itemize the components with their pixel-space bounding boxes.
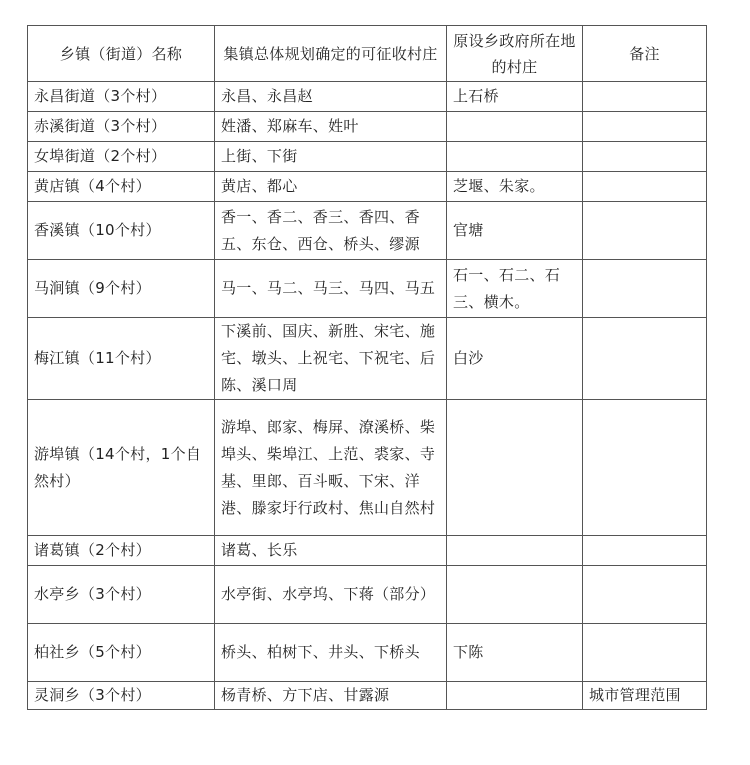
township-cell: 赤溪街道（3个村） — [28, 112, 215, 142]
table-row — [28, 624, 707, 682]
former-seat-cell: 上石桥 — [447, 82, 583, 112]
villages-cell: 香一、香二、香三、香四、香五、东仓、西仓、桥头、缪源 — [215, 202, 447, 260]
former-seat-cell — [447, 566, 583, 624]
header-former-seat: 原设乡政府所在地的村庄 — [447, 26, 583, 82]
villages-cell: 上街、下街 — [215, 142, 447, 172]
villages-cell: 诸葛、长乐 — [215, 536, 447, 566]
township-cell: 水亭乡（3个村） — [28, 566, 215, 624]
remarks-cell: 城市管理范围 — [583, 682, 707, 710]
former-seat-cell: 石一、石二、石三、横木。 — [447, 260, 583, 318]
villages-cell: 姓潘、郑麻车、姓叶 — [215, 112, 447, 142]
township-cell: 梅江镇（11个村） — [28, 318, 215, 400]
former-seat-cell: 芝堰、朱家。 — [447, 172, 583, 202]
township-cell: 柏社乡（5个村） — [28, 624, 215, 682]
township-cell: 马涧镇（9个村） — [28, 260, 215, 318]
table-row — [28, 172, 707, 202]
header-row — [28, 26, 707, 82]
remarks-cell — [583, 260, 707, 318]
villages-cell: 杨青桥、方下店、甘露源 — [215, 682, 447, 710]
villages-cell: 黄店、都心 — [215, 172, 447, 202]
township-cell: 游埠镇（14个村，1个自然村） — [28, 400, 215, 536]
remarks-cell — [583, 400, 707, 536]
villages-cell: 永昌、永昌赵 — [215, 82, 447, 112]
table-row — [28, 536, 707, 566]
table-row — [28, 400, 707, 536]
former-seat-cell — [447, 536, 583, 566]
former-seat-cell — [447, 142, 583, 172]
table-row — [28, 82, 707, 112]
remarks-cell — [583, 142, 707, 172]
township-cell: 灵洞乡（3个村） — [28, 682, 215, 710]
villages-cell: 马一、马二、马三、马四、马五 — [215, 260, 447, 318]
villages-cell: 水亭街、水亭坞、下蒋（部分） — [215, 566, 447, 624]
table-row — [28, 682, 707, 710]
township-cell: 黄店镇（4个村） — [28, 172, 215, 202]
villages-cell: 桥头、柏树下、井头、下桥头 — [215, 624, 447, 682]
remarks-cell — [583, 566, 707, 624]
header-remarks: 备注 — [583, 26, 707, 82]
township-cell: 永昌街道（3个村） — [28, 82, 215, 112]
remarks-cell — [583, 82, 707, 112]
table-row — [28, 566, 707, 624]
former-seat-cell: 官塘 — [447, 202, 583, 260]
township-cell: 诸葛镇（2个村） — [28, 536, 215, 566]
remarks-cell — [583, 318, 707, 400]
table-row — [28, 260, 707, 318]
remarks-cell — [583, 624, 707, 682]
table-row — [28, 318, 707, 400]
township-cell: 女埠街道（2个村） — [28, 142, 215, 172]
table-row — [28, 142, 707, 172]
former-seat-cell: 下陈 — [447, 624, 583, 682]
village-table — [27, 25, 707, 710]
villages-cell: 游埠、郎家、梅屏、潦溪桥、柴埠头、柴埠江、上范、裘家、寺基、里郎、百斗畈、下宋、洋港、滕家圩行政村、焦山自然村 — [215, 400, 447, 536]
table-row — [28, 112, 707, 142]
former-seat-cell — [447, 400, 583, 536]
table-row — [28, 202, 707, 260]
former-seat-cell — [447, 112, 583, 142]
former-seat-cell: 白沙 — [447, 318, 583, 400]
header-villages: 集镇总体规划确定的可征收村庄 — [215, 26, 447, 82]
villages-cell: 下溪前、国庆、新胜、宋宅、施宅、墩头、上祝宅、下祝宅、后陈、溪口周 — [215, 318, 447, 400]
township-cell: 香溪镇（10个村） — [28, 202, 215, 260]
header-township: 乡镇（街道）名称 — [28, 26, 215, 82]
former-seat-cell — [447, 682, 583, 710]
remarks-cell — [583, 112, 707, 142]
remarks-cell — [583, 172, 707, 202]
remarks-cell — [583, 202, 707, 260]
remarks-cell — [583, 536, 707, 566]
